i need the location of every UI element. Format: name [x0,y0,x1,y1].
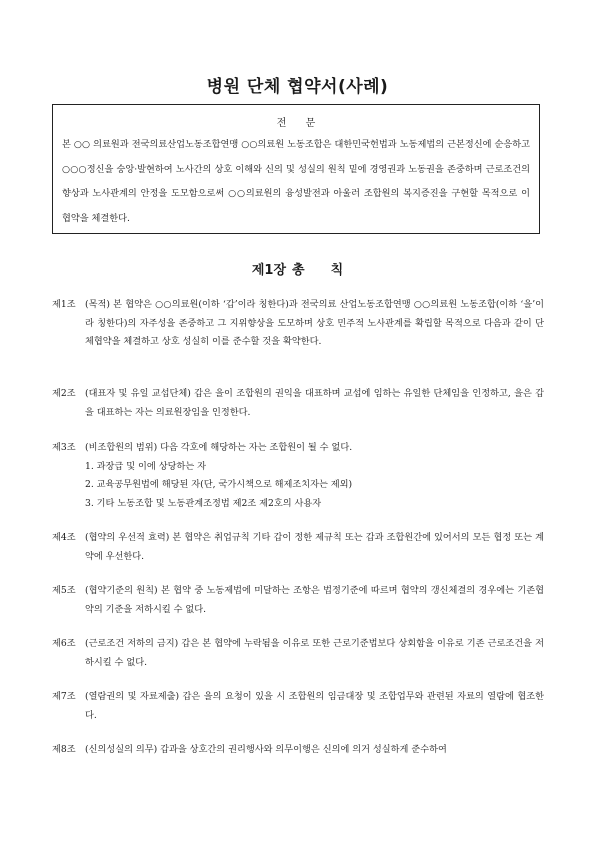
preamble-text: 본 ○○ 의료원과 전국의료산업노동조합연맹 ○○의료원 노동조합은 대한민국헌법과 노동제법의 근본정신에 순응하고 ○○○정신을 숭앙·발현하여 노사간의 상호 이해와 신의 및 성실의 원칙 밑에 경영권과 노동권을 존중하며 근로조건의 향상과 노사관계의 안정을 도모함으로써 ○○의료원의 융성발전과 아울러 조합원의 복지증진을 구현할 목적으로 이 협약을 체결한다. [62,139,530,224]
list-item: 1. 과장급 및 이에 상당하는 자 [85,460,206,472]
preamble-box [52,104,540,234]
article-body: (협약의 우선적 효력) 본 협약은 취업규칙 기타 갑이 정한 제규칙 또는 갑과 조합원간에 있어서의 모든 협정 또는 계약에 우선한다. [85,532,544,562]
document-title: 병원 단체 협약서(사례) [206,77,389,97]
chapter-number: 제1장 [251,263,287,278]
preamble-heading: 전 문 [276,118,316,129]
article-2 [52,385,544,422]
chapter-title-suffix: 칙 [330,263,344,278]
article-number: 제1조 [52,299,76,310]
article-body: (근로조건 저하의 금지) 갑은 본 협약에 누락됨을 이유로 또한 근로기준법보다 상회함을 이유로 기존 근로조건을 저하시킬 수 없다. [85,638,544,668]
article-body: (협약기준의 원칙) 본 협약 중 노동제법에 미달하는 조항은 법정기준에 따르며 협약의 갱신체결의 경우에는 기존협약의 기준을 저하시킬 수 없다. [85,585,544,615]
article-body: (목적) 본 협약은 ○○의료원(이하 ‘갑’이라 칭한다)과 전국의료 산업노동조합연맹 ○○의료원 노동조합(이하 ‘을’이라 칭한다)의 자주성을 존중하고 그 지위향상을 도모하며 상호 민주적 노사관계를 확립할 목적으로 다음과 같이 단체협약을 체결하고 상호 성실히 이를 준수할 것을 확약한다. [85,299,544,347]
article-number: 제3조 [52,442,76,453]
list-item: 2. 교육공무원법에 해당된 자(단, 국가시책으로 해제조치자는 제외) [85,479,353,490]
article-number: 제8조 [52,744,76,755]
article-number: 제6조 [52,638,76,649]
article-6 [52,635,544,672]
article-5 [52,582,544,619]
article-1 [52,296,544,352]
article-body: (신의성실의 의무) 갑과을 상호간의 권리행사와 의무이행은 신의에 의거 성실하게 준수하여 [85,744,447,755]
article-number: 제2조 [52,388,76,399]
article-body: (대표자 및 유일 교섭단체) 갑은 을이 조합원의 권익을 대표하며 교섭에 임하는 유일한 단체임을 인정하고, 을은 갑을 대표하는 자는 의료원장임을 인정한다. [85,388,544,418]
article-8 [52,741,544,760]
article-number: 제5조 [52,585,76,596]
list-item: 3. 기타 노동조합 및 노동관계조정법 제2조 제2호의 사용자 [85,497,322,509]
chapter-heading [0,259,595,278]
article-4 [52,529,544,566]
article-item-list [85,458,544,514]
article-3 [52,439,544,513]
article-7 [52,688,544,725]
article-body: (비조합원의 범위) 다음 각호에 해당하는 자는 조합원이 될 수 없다. [85,442,353,453]
article-number: 제7조 [52,691,76,702]
article-body: (열람권의 및 자료제출) 갑은 을의 요청이 있을 시 조합원의 임금대장 및 조합업무와 관련된 자료의 열람에 협조한다. [85,691,544,721]
chapter-title: 총 [292,263,305,278]
article-number: 제4조 [52,532,76,543]
